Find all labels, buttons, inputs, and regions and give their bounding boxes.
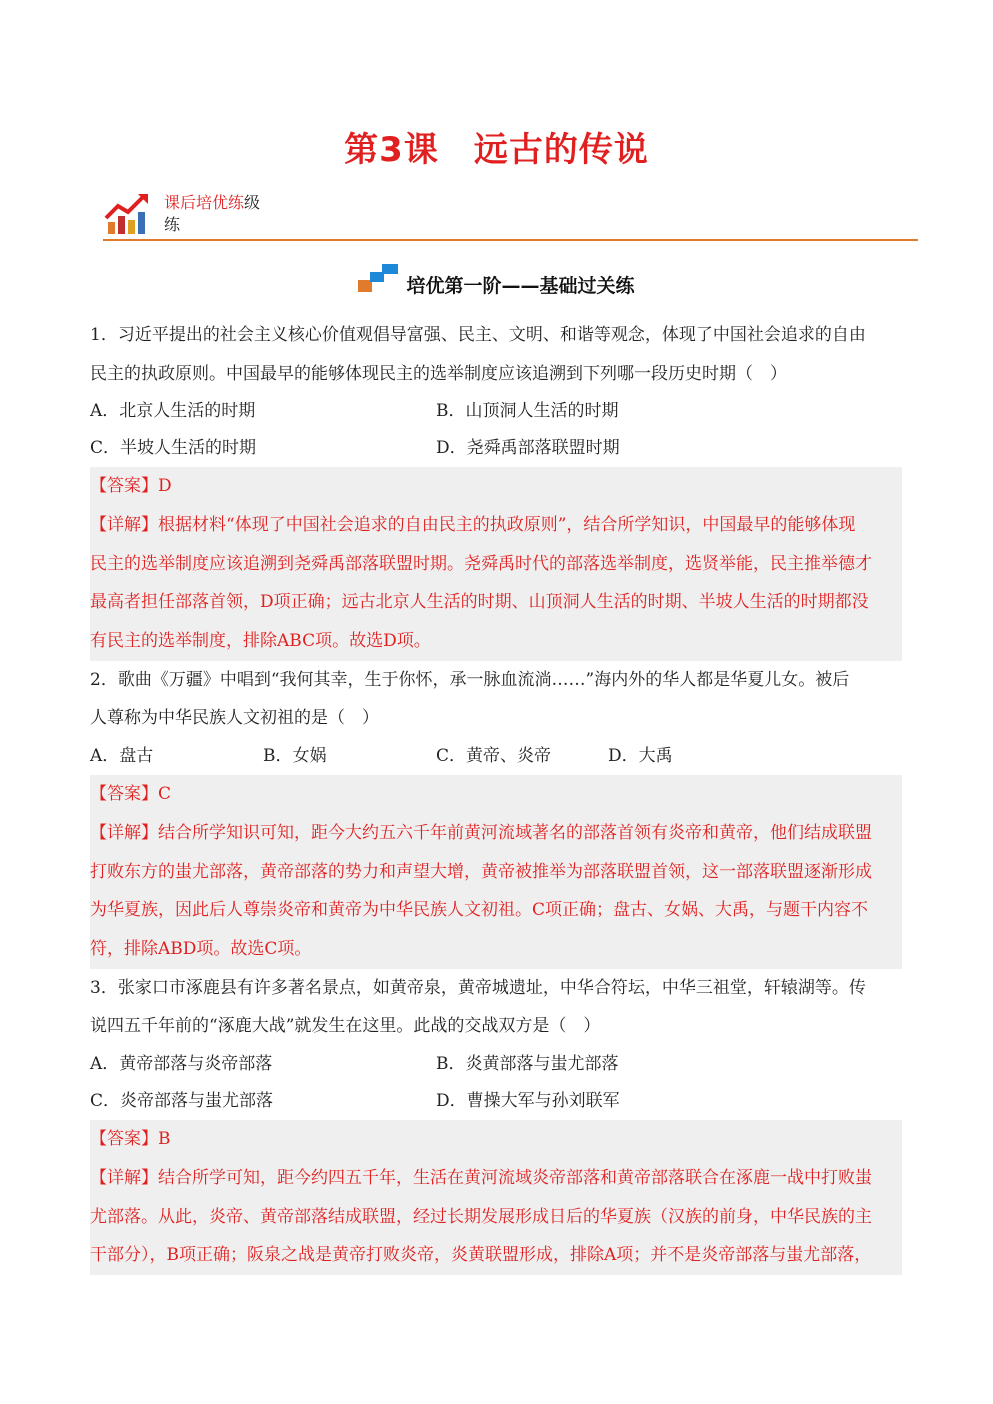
detail-line: 【详解】结合所学可知，距今约四五千年，生活在黄河流域炎帝部落和黄帝部落联合在涿鹿一战中打败蚩 [90,1167,872,1188]
option-d: D．尧舜禹部落联盟时期 [436,438,620,458]
option-a: A．北京人生活的时期 [90,401,256,421]
question-stem: 人尊称为中华民族人文初祖的是（ ） [90,708,379,729]
answer-block [90,467,902,661]
option-list [90,738,902,775]
question-2 [90,661,902,969]
detail-line: 【详解】结合所学知识可知，距今大约五六千年前黄河流域著名的部落首领有炎帝和黄帝，他们结成联盟 [90,822,872,843]
question-stem: 2．歌曲《万疆》中唱到“我何其幸，生于你怀，承一脉血流淌……”海内外的华人都是华夏儿女。被后 [90,669,850,690]
growth-chart-icon [104,192,154,236]
option-d: D．大禹 [608,745,673,766]
question-stem: 民主的执政原则。中国最早的能够体现民主的选举制度应该追溯到下列哪一段历史时期（ ） [90,363,787,384]
stairs-icon [358,262,402,294]
answer-label: 【答案】B [90,1128,171,1149]
section-header [0,258,993,298]
question-list [90,316,902,1275]
detail-line: 打败东方的蚩尤部落，黄帝部落的势力和声望大增，黄帝被推举为部落联盟首领，这一部落联盟逐渐形成 [90,861,872,882]
page-title: 第3课 远古的传说 [344,130,649,170]
option-c: C．半坡人生活的时期 [90,438,257,458]
answer-label: 【答案】D [90,476,172,496]
question-stem: 1．习近平提出的社会主义核心价值观倡导富强、民主、文明、和谐等观念，体现了中国社会追求的自由 [90,325,866,345]
option-a: A．黄帝部落与炎帝部落 [90,1053,273,1074]
option-d: D．曹操大军与孙刘联军 [436,1090,620,1111]
detail-line: 【详解】根据材料“体现了中国社会追求的自由民主的执政原则”，结合所学知识，中国最早的能够体现 [90,514,856,535]
answer-block [90,775,902,969]
option-list [90,393,902,467]
option-b: B．炎黄部落与蚩尤部落 [436,1053,619,1074]
question-stem: 3．张家口市涿鹿县有许多著名景点，如黄帝泉，黄帝城遗址，中华合符坛，中华三祖堂，轩辕湖等。传 [90,977,866,998]
detail-line: 民主的选举制度应该追溯到尧舜禹部落联盟时期。尧舜禹时代的部落选举制度，选贤举能，民主推举德才 [90,553,872,574]
detail-line: 有民主的选举制度，排除ABC项。故选D项。 [90,631,431,652]
detail-line: 最高者担任部落首领，D项正确；远古北京人生活的时期、山顶洞人生活的时期、半坡人生活的时期都没 [90,592,869,613]
header-divider [103,239,918,241]
option-list [90,1046,902,1120]
detail-line: 为华夏族，因此后人尊崇炎帝和黄帝为中华民族人文初祖。C项正确；盘古、女娲、大禹，与题干内容不 [90,900,869,921]
answer-block [90,1120,902,1275]
header-label: 课后培优练级 练 [164,193,261,234]
answer-label: 【答案】C [90,783,172,804]
detail-line: 干部分），B项正确；阪泉之战是黄帝打败炎帝，炎黄联盟形成，排除A项；并不是炎帝部落与蚩尤部落， [90,1245,872,1266]
question-1 [90,316,902,661]
option-c: C．炎帝部落与蚩尤部落 [90,1090,274,1111]
detail-line: 尤部落。从此，炎帝、黄帝部落结成联盟，经过长期发展形成日后的华夏族（汉族的前身，中华民族的主 [90,1206,872,1227]
question-3 [90,969,902,1275]
question-stem: 说四五千年前的“涿鹿大战”就发生在这里。此战的交战双方是（ ） [90,1016,601,1037]
option-b: B．女娲 [263,745,327,766]
section-title: 培优第一阶——基础过关练 [406,274,635,297]
option-b: B．山顶洞人生活的时期 [436,401,619,421]
option-a: A．盘古 [90,745,154,766]
detail-line: 符，排除ABD项。故选C项。 [90,939,312,960]
option-c: C．黄帝、炎帝 [436,745,552,766]
